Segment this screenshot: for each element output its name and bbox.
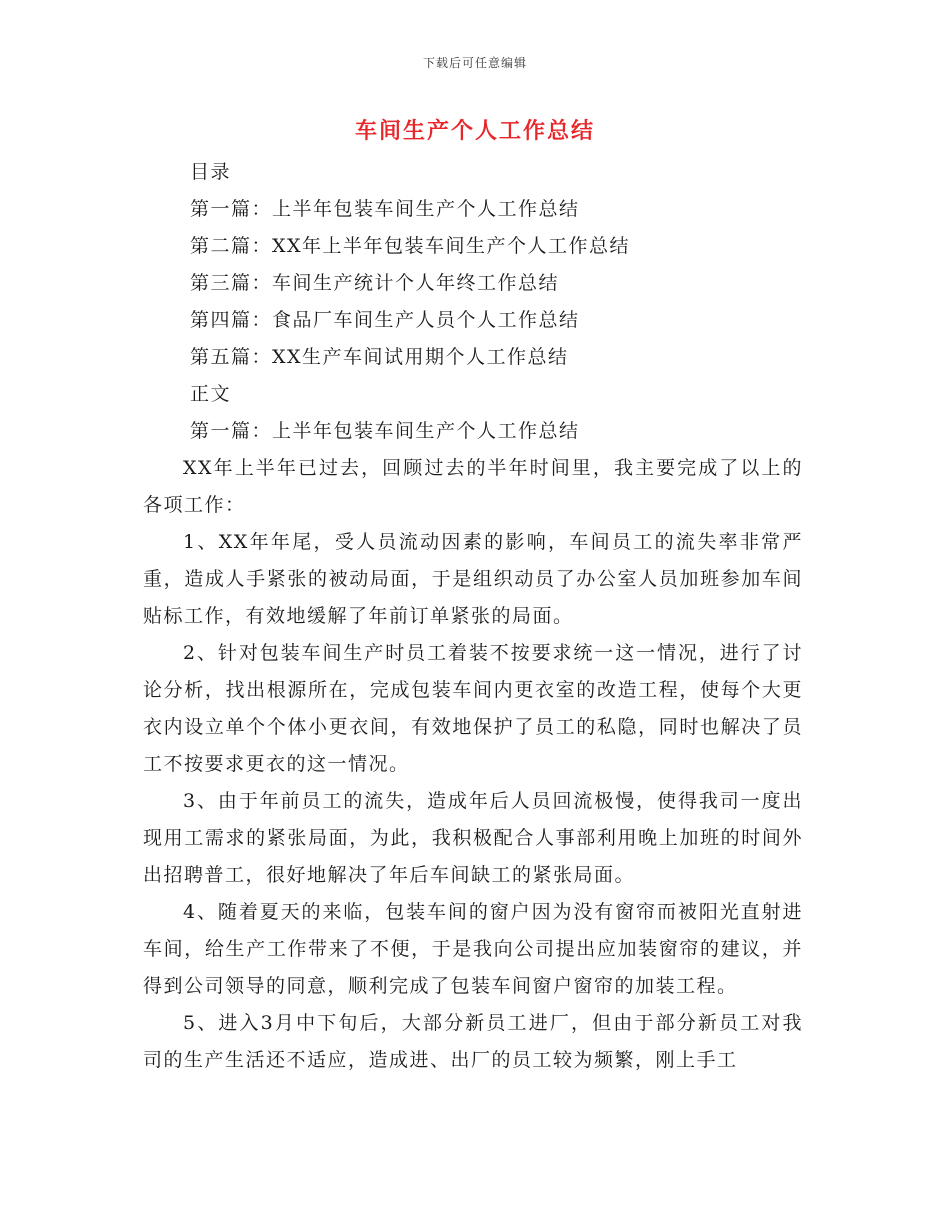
header-note: 下载后可任意编辑: [422, 56, 527, 70]
toc-item: 第三篇：车间生产统计个人年终工作总结: [190, 272, 560, 294]
document-title: 车间生产个人工作总结: [354, 118, 595, 144]
toc-item: 第四篇：食品厂车间生产人员个人工作总结: [190, 309, 580, 331]
body-heading: 正文: [190, 383, 232, 405]
toc-item: 第一篇：上半年包装车间生产个人工作总结: [190, 198, 580, 220]
paragraph: 3、由于年前员工的流失，造成年后人员回流极慢，使得我司一度出现用工需求的紧张局面，为此，我积极配合人事部利用晚上加班的时间外出招聘普工，很好地解决了年后车间缺工的紧张局面。: [143, 790, 803, 886]
toc-item: 第五篇：XX生产车间试用期个人工作总结: [190, 346, 569, 368]
section-title: 第一篇：上半年包装车间生产个人工作总结: [190, 420, 580, 442]
document-content: [143, 154, 803, 1079]
paragraph: 4、随着夏天的来临，包装车间的窗户因为没有窗帘而被阳光直射进车间，给生产工作带来了不便，于是我向公司提出应加装窗帘的建议，并得到公司领导的同意，顺利完成了包装车间窗户窗帘的加装工程。: [143, 901, 803, 997]
paragraph: 2、针对包装车间生产时员工着装不按要求统一这一情况，进行了讨论分析，找出根源所在，完成包装车间内更衣室的改造工程，使每个大更衣内设立单个个体小更衣间，有效地保护了员工的私隐，同时也解决了员工不按要求更衣的这一情况。: [143, 642, 803, 775]
toc-heading: 目录: [190, 161, 232, 183]
toc-item: 第二篇：XX年上半年包装车间生产个人工作总结: [190, 235, 631, 257]
paragraph: 1、XX年年尾，受人员流动因素的影响，车间员工的流失率非常严重，造成人手紧张的被动局面，于是组织动员了办公室人员加班参加车间贴标工作，有效地缓解了年前订单紧张的局面。: [143, 531, 803, 627]
paragraph: XX年上半年已过去，回顾过去的半年时间里，我主要完成了以上的各项工作：: [143, 457, 803, 516]
paragraph: 5、进入3月中下旬后，大部分新员工进厂，但由于部分新员工对我司的生产生活还不适应，造成进、出厂的员工较为频繁，刚上手工: [143, 1012, 803, 1071]
